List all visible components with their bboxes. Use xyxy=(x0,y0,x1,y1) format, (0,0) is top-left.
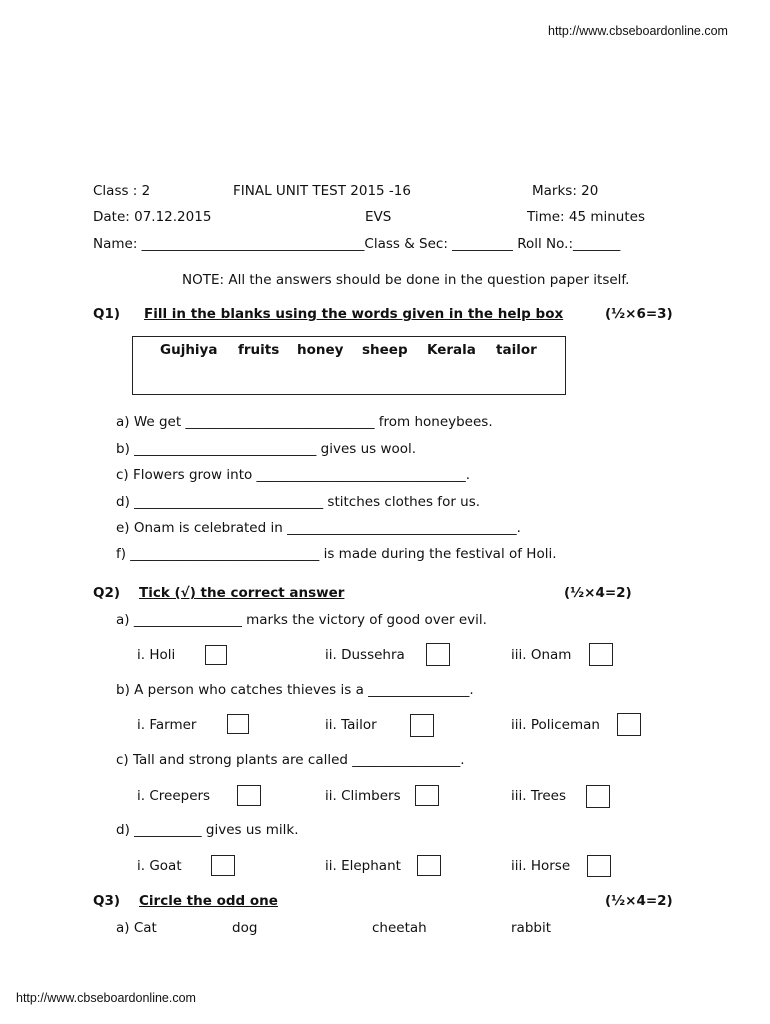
q2-option: ii. Elephant xyxy=(325,858,401,874)
help-word: Kerala xyxy=(427,342,476,358)
q3-number: Q3) xyxy=(93,893,121,909)
q1-item: c) Flowers grow into _______________________________. xyxy=(116,467,471,483)
time-label: Time: 45 minutes xyxy=(527,209,645,225)
q2-option: i. Farmer xyxy=(137,717,197,733)
tick-checkbox[interactable] xyxy=(586,785,610,808)
q3-option[interactable]: rabbit xyxy=(511,920,552,936)
test-title: FINAL UNIT TEST 2015 -16 xyxy=(233,183,411,199)
tick-checkbox[interactable] xyxy=(205,645,227,665)
q2-number: Q2) xyxy=(93,585,121,601)
q2-option: i. Holi xyxy=(137,647,176,663)
q1-item: d) ____________________________ stitches clothes for us. xyxy=(116,494,481,510)
q1-number: Q1) xyxy=(93,306,121,322)
top-url[interactable]: http://www.cbseboardonline.com xyxy=(548,24,728,38)
q2-option: iii. Trees xyxy=(511,788,566,804)
q3-marks: (½×4=2) xyxy=(605,893,673,909)
tick-checkbox[interactable] xyxy=(237,785,261,806)
q2-option: ii. Dussehra xyxy=(325,647,405,663)
help-word: sheep xyxy=(362,342,408,358)
q2-option: ii. Climbers xyxy=(325,788,401,804)
q2-option: iii. Horse xyxy=(511,858,571,874)
help-word: tailor xyxy=(496,342,537,358)
q1-item: a) We get ____________________________ from honeybees. xyxy=(116,414,493,430)
bottom-url[interactable]: http://www.cbseboardonline.com xyxy=(16,991,196,1005)
q1-title: Fill in the blanks using the words given in the help box xyxy=(144,306,564,322)
help-word: honey xyxy=(297,342,344,358)
date-label: Date: 07.12.2015 xyxy=(93,209,212,225)
tick-checkbox[interactable] xyxy=(589,643,613,666)
q2-question: c) Tall and strong plants are called ________________. xyxy=(116,752,465,768)
q2-option: i. Creepers xyxy=(137,788,211,804)
tick-checkbox[interactable] xyxy=(617,713,641,736)
q2-question: b) A person who catches thieves is a _______________. xyxy=(116,682,474,698)
q3-option[interactable]: a) Cat xyxy=(116,920,157,936)
help-word: Gujhiya xyxy=(160,342,218,358)
help-word: fruits xyxy=(238,342,280,358)
tick-checkbox[interactable] xyxy=(426,643,450,666)
q2-question: a) ________________ marks the victory of good over evil. xyxy=(116,612,487,628)
q2-title: Tick (√) the correct answer xyxy=(139,585,345,601)
q1-item: e) Onam is celebrated in __________________________________. xyxy=(116,520,521,536)
tick-checkbox[interactable] xyxy=(415,785,439,806)
name-class-roll-line: Name: _________________________________Class & Sec: _________ Roll No.:_______ xyxy=(93,236,621,252)
q2-option: iii. Policeman xyxy=(511,717,600,733)
q3-title: Circle the odd one xyxy=(139,893,278,909)
q1-item: f) ____________________________ is made during the festival of Holi. xyxy=(116,546,557,562)
q2-question: d) __________ gives us milk. xyxy=(116,822,299,838)
subject-label: EVS xyxy=(365,209,392,225)
tick-checkbox[interactable] xyxy=(211,855,235,876)
marks-label: Marks: 20 xyxy=(532,183,599,199)
q2-option: ii. Tailor xyxy=(325,717,377,733)
q1-marks: (½×6=3) xyxy=(605,306,673,322)
q3-option[interactable]: cheetah xyxy=(372,920,427,936)
q2-option: i. Goat xyxy=(137,858,182,874)
note: NOTE: All the answers should be done in the question paper itself. xyxy=(182,272,630,288)
class-label: Class : 2 xyxy=(93,183,151,199)
tick-checkbox[interactable] xyxy=(587,855,611,877)
q2-marks: (½×4=2) xyxy=(564,585,632,601)
tick-checkbox[interactable] xyxy=(227,714,249,734)
q3-option[interactable]: dog xyxy=(232,920,258,936)
q2-option: iii. Onam xyxy=(511,647,572,663)
tick-checkbox[interactable] xyxy=(410,714,434,737)
tick-checkbox[interactable] xyxy=(417,855,441,876)
q1-item: b) ___________________________ gives us wool. xyxy=(116,441,417,457)
